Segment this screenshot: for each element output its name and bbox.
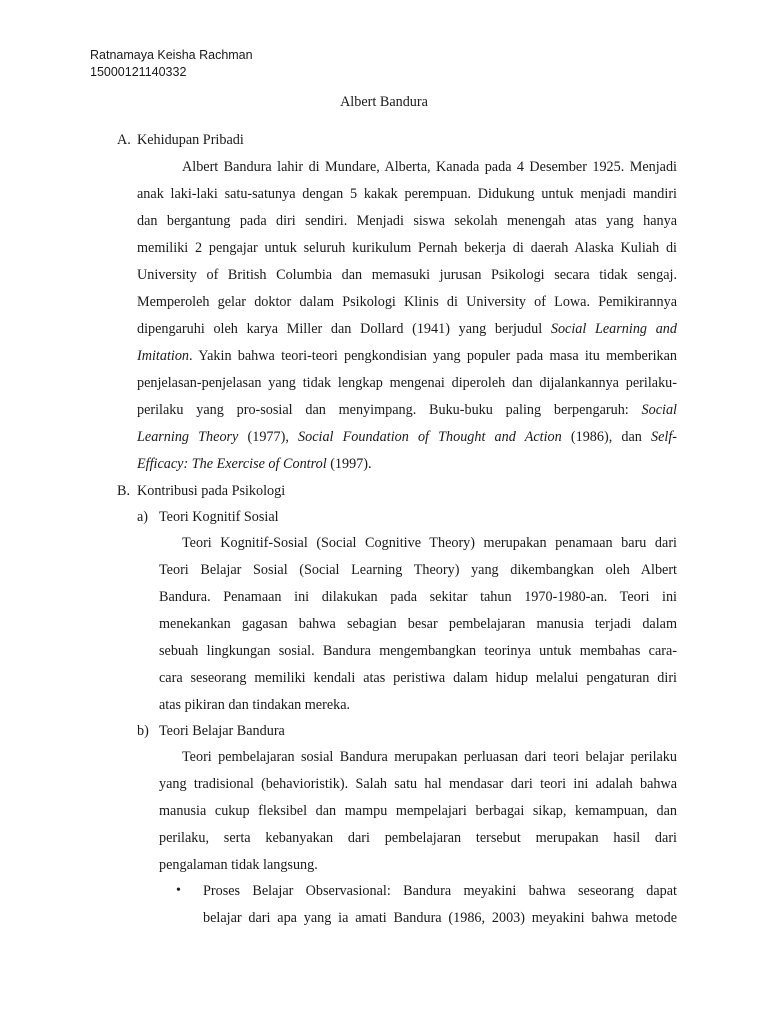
text-run: (1986), dan	[570, 429, 642, 445]
book-title-italic: Self-	[651, 429, 678, 445]
subsection-a-marker: a)	[137, 509, 149, 525]
book-title-italic: Social	[641, 402, 677, 418]
bullet-icon: •	[176, 883, 181, 898]
subsection-b-marker: b)	[137, 723, 149, 739]
text-run: (1997).	[330, 456, 372, 472]
paragraph-line: Teori Belajar Sosial (Social Learning Theory) yang dikembangkan oleh Albert	[159, 562, 677, 578]
text-run: (1977),	[247, 429, 289, 445]
paragraph-line: manusia cukup fleksibel dan mampu mempelajari berbagai sikap, kemampuan, dan	[159, 803, 677, 819]
paragraph-line	[137, 319, 677, 339]
text-run: . Yakin bahwa teori-teori pengkondisian yang populer pada masa itu memberikan	[189, 348, 677, 364]
paragraph-line: sebuah lingkungan sosial. Bandura mengembangkan teorinya untuk membahas cara-	[159, 643, 677, 659]
document-title: Albert Bandura	[340, 94, 428, 110]
section-b-marker: B.	[117, 483, 131, 499]
book-title-italic: Imitation	[137, 348, 190, 364]
section-b-heading: Kontribusi pada Psikologi	[137, 483, 286, 499]
section-a-marker: A.	[117, 132, 131, 148]
paragraph-line: Memperoleh gelar doktor dalam Psikologi Klinis di University of Lowa. Pemikirannya	[137, 294, 677, 310]
text-run: dipengaruhi oleh karya Miller dan Dollard (1941) yang berjudul	[137, 321, 543, 337]
paragraph-line: University of British Columbia dan memasuki jurusan Psikologi secara tidak sengaj.	[137, 267, 677, 283]
paragraph-line	[137, 454, 372, 474]
paragraph-line: Teori Kognitif-Sosial (Social Cognitive Theory) merupakan penamaan baru dari	[182, 535, 677, 551]
paragraph-line: Bandura. Penamaan ini dilakukan pada sekitar tahun 1970-1980-an. Teori ini	[159, 589, 677, 605]
section-a-heading: Kehidupan Pribadi	[137, 132, 244, 148]
paragraph-line: atas pikiran dan tindakan mereka.	[159, 697, 351, 713]
student-id: 15000121140332	[90, 65, 187, 79]
author-block	[90, 47, 253, 81]
paragraph-line: menekankan gagasan bahwa sebagian besar pembelajaran manusia terjadi dalam	[159, 616, 677, 632]
book-title-italic: Learning Theory	[137, 429, 239, 445]
text-run: perilaku yang pro-sosial dan menyimpang. Buku-buku paling berpengaruh:	[137, 402, 629, 418]
subsection-a-heading: Teori Kognitif Sosial	[159, 509, 279, 525]
paragraph-line: Teori pembelajaran sosial Bandura merupakan perluasan dari teori belajar perilaku	[182, 749, 677, 765]
book-title-italic: Social Foundation of Thought and Action	[298, 429, 562, 445]
author-name: Ratnamaya Keisha Rachman	[90, 48, 253, 62]
book-title-italic: Efficacy: The Exercise of Control	[137, 456, 327, 472]
paragraph-line	[137, 346, 677, 366]
paragraph-line: perilaku, serta kebanyakan dari pembelajaran tersebut merupakan hasil dari	[159, 830, 677, 846]
paragraph-line: yang tradisional (behavioristik). Salah satu hal mendasar dari teori ini adalah bahwa	[159, 776, 677, 792]
paragraph-line: penjelasan-penjelasan yang tidak lengkap mengenai diperoleh dan dijalankannya perilaku-	[137, 375, 677, 391]
paragraph-line: anak laki-laki satu-satunya dengan 5 kakak perempuan. Didukung untuk menjadi mandiri	[137, 186, 677, 202]
subsection-b-heading: Teori Belajar Bandura	[159, 723, 285, 739]
paragraph-line: cara seseorang memiliki kendali atas peristiwa dalam hidup melalui pengaturan diri	[159, 670, 677, 686]
paragraph-line: pengalaman tidak langsung.	[159, 857, 318, 873]
book-title-italic: Social Learning and	[550, 321, 677, 337]
paragraph-line: Albert Bandura lahir di Mundare, Alberta, Kanada pada 4 Desember 1925. Menjadi	[182, 159, 677, 175]
paragraph-line: memiliki 2 pengajar untuk seluruh kurikulum Pernah bekerja di daerah Alaska Kuliah di	[137, 240, 677, 256]
paragraph-line	[137, 427, 677, 447]
paragraph-line: dan bergantung pada diri sendiri. Menjadi siswa sekolah menengah atas yang hanya	[137, 213, 677, 229]
bullet-item-line: Proses Belajar Observasional: Bandura meyakini bahwa seseorang dapat	[203, 883, 677, 899]
bullet-item-line: belajar dari apa yang ia amati Bandura (1986, 2003) meyakini bahwa metode	[203, 910, 677, 926]
paragraph-line	[137, 400, 677, 420]
